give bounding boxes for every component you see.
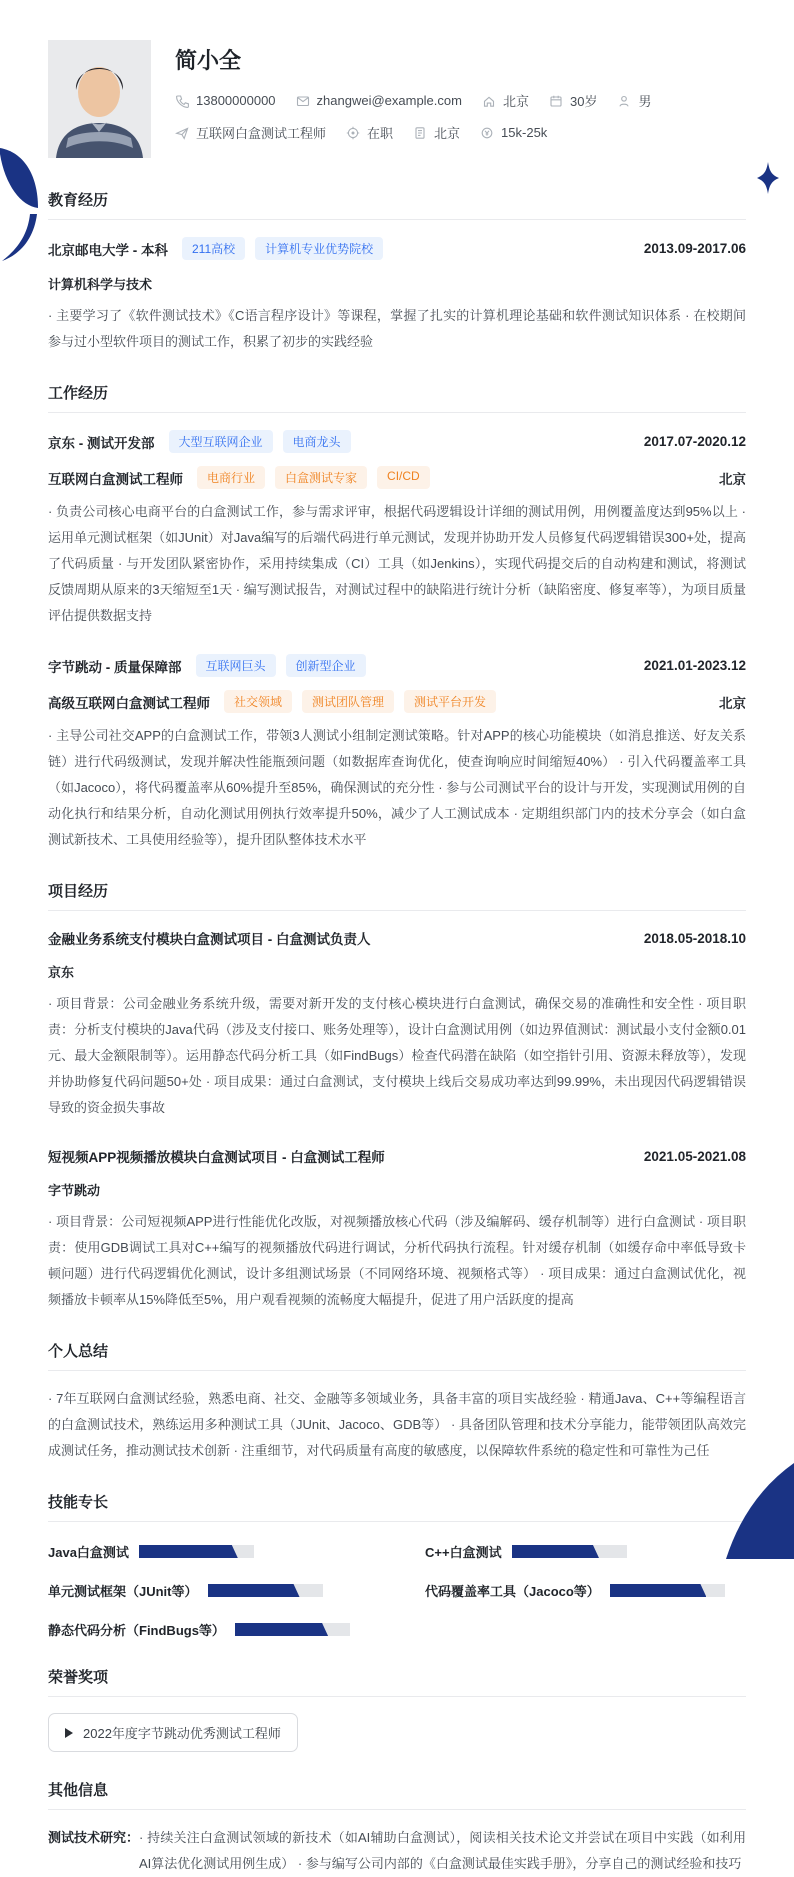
company-tag: 创新型企业 bbox=[286, 654, 366, 677]
other-label: 测试技术研究： bbox=[48, 1830, 140, 1845]
skill-label: 静态代码分析（FindBugs等） bbox=[48, 1623, 225, 1638]
skill-bar bbox=[208, 1584, 323, 1597]
project-name: 短视频APP视频播放模块白盒测试项目 - 白盒测试工程师 bbox=[48, 1150, 385, 1165]
skill-bar bbox=[235, 1623, 350, 1636]
school-tag: 211高校 bbox=[182, 237, 245, 260]
status-item bbox=[346, 123, 393, 142]
role-tag: 测试团队管理 bbox=[302, 690, 394, 713]
gender-value: 男 bbox=[638, 94, 652, 109]
section-other bbox=[48, 1779, 746, 1877]
age-value: 30岁 bbox=[569, 94, 598, 109]
skill-item bbox=[425, 1581, 746, 1600]
gender-item bbox=[617, 91, 651, 110]
skill-bar-fill bbox=[235, 1623, 328, 1636]
work-role-row bbox=[48, 466, 746, 489]
role-tags bbox=[224, 690, 506, 713]
skill-item bbox=[425, 1542, 746, 1561]
work-location: 北京 bbox=[719, 695, 746, 711]
school-tag: 计算机专业优势院校 bbox=[255, 237, 383, 260]
job-intention-item bbox=[175, 123, 326, 142]
company-name: 京东 - 测试开发部 bbox=[48, 435, 155, 451]
other-title: 其他信息 bbox=[48, 1779, 746, 1810]
skill-bar-fill bbox=[208, 1584, 300, 1597]
work-date: 2017.07-2020.12 bbox=[643, 434, 746, 449]
award-badge[interactable] bbox=[48, 1713, 298, 1752]
email-icon bbox=[296, 94, 310, 108]
skill-label: 单元测试框架（JUnit等） bbox=[48, 1584, 198, 1599]
project-name: 金融业务系统支付模块白盒测试项目 - 白盒测试负责人 bbox=[48, 932, 371, 947]
skill-bar bbox=[139, 1545, 254, 1558]
project-entry bbox=[48, 1146, 746, 1313]
company-tag: 电商龙头 bbox=[283, 430, 351, 453]
role-tag: 白盒测试专家 bbox=[275, 466, 367, 489]
skill-label: C++白盒测试 bbox=[425, 1545, 502, 1560]
skills-grid bbox=[48, 1522, 746, 1639]
work-company-row bbox=[48, 430, 746, 453]
work-desc: · 主导公司社交APP的白盒测试工作，带领3人测试小组制定测试策略。针对APP的核心功能模块（如消息推送、好友关系链）进行代码级测试，发现并解决性能瓶颈问题（如数据库查询优化，使查询响应时间缩短40%） · 引入代码覆盖率工具（如Jacoco），将代码覆盖率从60%提升至85%，确保测试的充分性 · 参与公司测试平台的设计与开发，实现测试用例的自动化执行和结果分析，自动化测试用例执行效率提升50%，减少了人工测试成本 · 定期组织部门内的技术分享会（如白盒测试新技术、工具使用经验等），提升团队整体技术水平 bbox=[48, 728, 746, 847]
section-summary bbox=[48, 1340, 746, 1464]
project-head bbox=[48, 928, 746, 948]
project-date: 2018.05-2018.10 bbox=[643, 930, 746, 946]
project-entry bbox=[48, 928, 746, 1121]
skill-bar bbox=[512, 1545, 627, 1558]
role-tag: 电商行业 bbox=[197, 466, 265, 489]
gender-icon bbox=[617, 94, 631, 108]
work-role-row bbox=[48, 690, 746, 713]
project-desc: · 项目背景：公司金融业务系统升级，需要对新开发的支付核心模块进行白盒测试，确保交易的准确性和安全性 · 项目职责：分析支付模块的Java代码（涉及支付接口、账务处理等），设计白盒测试用例（如边界值测试：测试最小支付金额0.01元、最大金额限制等）。运用静态代码分析工具（如FindBugs）检查代码潜在缺陷（如空指针引用、资源未释放等），发现并协助修复代码问题50+处 · 项目成果：通过白盒测试，支付模块上线后交易成功率达到99.99%，未出现因代码逻辑错误导致的资金损失事故 bbox=[48, 996, 746, 1115]
company-tags bbox=[196, 654, 376, 677]
status-value: 在职 bbox=[367, 126, 394, 141]
work-entry bbox=[48, 430, 746, 629]
phone-icon bbox=[175, 94, 189, 108]
summary-desc: · 7年互联网白盒测试经验，熟悉电商、社交、金融等多领域业务，具备丰富的项目实战经验 · 精通Java、C++等编程语言的白盒测试技术，熟练运用多种测试工具（JUnit、Jacoco、GDB等） · 具备团队管理和技术分享能力，能带领团队高效完成测试任务，推动测试技术创新 · 注重细节，对代码质量有高度的敏感度，以保障软件系统的稳定性和可靠性为己任 bbox=[48, 1391, 746, 1458]
work-title: 工作经历 bbox=[48, 382, 746, 413]
summary-title: 个人总结 bbox=[48, 1340, 746, 1371]
email-item bbox=[296, 93, 462, 108]
work-entry bbox=[48, 654, 746, 853]
skill-label: 代码覆盖率工具（Jacoco等） bbox=[425, 1584, 600, 1599]
skill-bar bbox=[610, 1584, 725, 1597]
salary-value: 15k-25k bbox=[501, 125, 548, 140]
salary-item bbox=[480, 125, 547, 140]
resume-header bbox=[0, 0, 794, 158]
major-name: 计算机科学与技术 bbox=[48, 277, 153, 292]
education-desc: · 主要学习了《软件测试技术》《C语言程序设计》等课程，掌握了扎实的计算机理论基础和软件测试知识体系 · 在校期间参与过小型软件项目的测试工作，积累了初步的实践经验 bbox=[48, 308, 746, 349]
section-work bbox=[48, 382, 746, 853]
skills-title: 技能专长 bbox=[48, 1491, 746, 1522]
job-intention-value: 互联网白盒测试工程师 bbox=[196, 126, 327, 141]
education-entry-head bbox=[48, 237, 746, 260]
skill-label: Java白盒测试 bbox=[48, 1545, 129, 1560]
project-company: 京东 bbox=[48, 965, 75, 980]
phone-value: 13800000000 bbox=[196, 93, 276, 108]
other-desc: · 持续关注白盒测试领域的新技术（如AI辅助白盒测试），阅读相关技术论文并尝试在项目中实践（如利用AI算法优化测试用例生成） · 参与编写公司内部的《白盒测试最佳实践手册》，分享自己的测试经验和技巧 bbox=[139, 1830, 746, 1871]
award-text: 2022年度字节跳动优秀测试工程师 bbox=[83, 1726, 281, 1741]
company-tag: 互联网巨头 bbox=[196, 654, 276, 677]
city-value: 北京 bbox=[434, 126, 461, 141]
skill-bar-fill bbox=[610, 1584, 707, 1597]
projects-title: 项目经历 bbox=[48, 880, 746, 911]
skill-item bbox=[48, 1542, 369, 1561]
school-name: 北京邮电大学 - 本科 bbox=[48, 242, 168, 258]
age-icon bbox=[549, 94, 563, 108]
profile-photo bbox=[48, 40, 151, 158]
company-name: 字节跳动 - 质量保障部 bbox=[48, 659, 182, 675]
skill-bar-fill bbox=[139, 1545, 238, 1558]
work-desc: · 负责公司核心电商平台的白盒测试工作，参与需求评审，根据代码逻辑设计详细的测试用例，用例覆盖度达到95%以上 · 运用单元测试框架（如JUnit）对Java编写的后端代码进行单元测试，发现并协助开发人员修复代码逻辑错误300+处，提高了代码质量 · 与开发团队紧密协作，采用持续集成（CI）工具（如Jenkins），实现代码提交后的自动构建和测试，将测试反馈周期从原来的3天缩短至1天 · 编写测试报告，对测试过程中的缺陷进行统计分析（缺陷密度、修复率等），为项目质量评估提供数据支持 bbox=[48, 504, 746, 623]
education-title: 教育经历 bbox=[48, 189, 746, 220]
education-date: 2013.09-2017.06 bbox=[643, 241, 746, 256]
work-date: 2021.01-2023.12 bbox=[643, 658, 746, 673]
role-tag: 社交领域 bbox=[224, 690, 292, 713]
honors-title: 荣誉奖项 bbox=[48, 1666, 746, 1697]
project-head bbox=[48, 1146, 746, 1166]
skill-item bbox=[48, 1581, 369, 1600]
work-location: 北京 bbox=[719, 471, 746, 487]
location-icon bbox=[482, 94, 496, 108]
status-icon bbox=[346, 126, 360, 140]
school-tags bbox=[182, 237, 393, 260]
project-date: 2021.05-2021.08 bbox=[643, 1148, 746, 1164]
skill-bar-fill bbox=[512, 1545, 599, 1558]
work-company-row bbox=[48, 654, 746, 677]
role-tags bbox=[197, 466, 440, 489]
city-icon bbox=[413, 126, 427, 140]
role-name: 高级互联网白盒测试工程师 bbox=[48, 695, 210, 711]
city-item bbox=[413, 123, 460, 142]
role-name: 互联网白盒测试工程师 bbox=[48, 471, 183, 487]
contact-row-2 bbox=[175, 123, 671, 142]
contact-row-1 bbox=[175, 91, 671, 110]
location-value: 北京 bbox=[502, 94, 529, 109]
company-tag: 大型互联网企业 bbox=[169, 430, 273, 453]
skill-item bbox=[48, 1620, 369, 1639]
candidate-name: 简小全 bbox=[175, 48, 242, 73]
project-company: 字节跳动 bbox=[48, 1183, 101, 1198]
role-tag: 测试平台开发 bbox=[404, 690, 496, 713]
phone-item bbox=[175, 93, 276, 108]
job-intention-icon bbox=[175, 126, 189, 140]
email-value: zhangwei@example.com bbox=[316, 93, 462, 108]
resume-body bbox=[0, 189, 794, 1877]
company-tags bbox=[169, 430, 361, 453]
header-info bbox=[175, 40, 671, 158]
age-item bbox=[549, 91, 597, 110]
play-icon bbox=[65, 1728, 73, 1738]
other-row bbox=[48, 1825, 746, 1877]
section-education bbox=[48, 189, 746, 355]
project-desc: · 项目背景：公司短视频APP进行性能优化改版，对视频播放核心代码（涉及编解码、缓存机制等）进行白盒测试 · 项目职责：使用GDB调试工具对C++编写的视频播放代码进行调试，分析代码执行流程。针对缓存机制（如缓存命中率低导致卡顿问题）进行代码逻辑优化测试，设计多组测试场景（不同网络环境、视频格式等） · 项目成果：通过白盒测试优化，视频播放卡顿率从15%降低至5%，用户观看视频的流畅度大幅提升，促进了用户活跃度的提高 bbox=[48, 1214, 746, 1307]
location-item bbox=[482, 91, 529, 110]
section-projects bbox=[48, 880, 746, 1313]
section-skills bbox=[48, 1491, 746, 1639]
role-tag: CI/CD bbox=[377, 466, 430, 489]
salary-icon bbox=[480, 126, 494, 140]
section-honors bbox=[48, 1666, 746, 1752]
